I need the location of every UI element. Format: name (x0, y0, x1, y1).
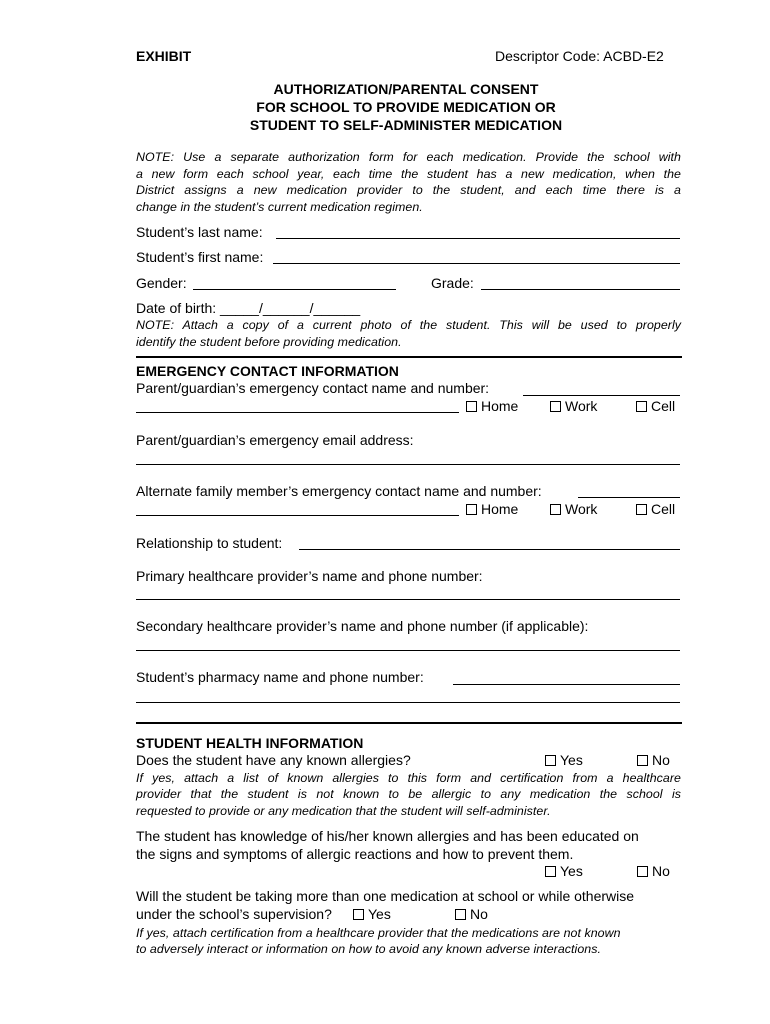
work-label: Work (565, 501, 598, 517)
pharmacy-field[interactable] (453, 684, 680, 685)
multi-med-note-line-1: If yes, attach certification from a healthcare provider that the medications are not known (136, 925, 621, 940)
relationship-field[interactable] (299, 549, 680, 550)
photo-note-line-1: NOTE: Attach a copy of a current photo of the student. This will be used to properly (136, 318, 681, 332)
form-title-line-3: STUDENT TO SELF-ADMINISTER MEDICATION (249, 117, 563, 133)
alt-contact-field[interactable] (578, 497, 680, 498)
no-label: No (470, 906, 488, 922)
exhibit-label: EXHIBIT (136, 48, 192, 64)
home-label: Home (481, 501, 519, 517)
photo-note-line-2: identify the student before providing medication. (136, 334, 402, 349)
relationship-label: Relationship to student: (136, 535, 283, 551)
alt-home-checkbox[interactable] (466, 501, 518, 517)
alt-contact-field-2[interactable] (136, 515, 459, 516)
form-title-line-2: FOR SCHOOL TO PROVIDE MEDICATION OR (256, 99, 556, 115)
multi-med-line-2: under the school’s supervision? (136, 906, 332, 922)
gender-field[interactable] (193, 289, 396, 290)
parent-work-checkbox[interactable] (550, 398, 597, 414)
allergies-yes-checkbox[interactable] (545, 752, 583, 768)
parent-contact-field[interactable] (523, 395, 680, 396)
multi-med-line-1: Will the student be taking more than one medication at school or while otherwise (136, 888, 635, 904)
grade-field[interactable] (481, 289, 680, 290)
checkbox-icon (545, 866, 556, 877)
home-label: Home (481, 398, 519, 414)
alt-contact-label: Alternate family member’s emergency contact name and number: (136, 483, 542, 499)
dob-field[interactable]: Date of birth: _____/______/______ (136, 300, 361, 316)
no-label: No (652, 863, 670, 879)
checkbox-icon (637, 755, 648, 766)
alt-work-checkbox[interactable] (550, 501, 597, 517)
secondary-provider-label: Secondary healthcare provider’s name and phone number (if applicable): (136, 618, 589, 634)
parent-contact-field-2[interactable] (136, 412, 459, 413)
yes-label: Yes (368, 906, 391, 922)
parent-contact-label: Parent/guardian’s emergency contact name and number: (136, 380, 490, 396)
yes-label: Yes (560, 752, 583, 768)
yes-label: Yes (560, 863, 583, 879)
primary-provider-field[interactable] (136, 599, 680, 600)
checkbox-icon (550, 504, 561, 515)
secondary-provider-field[interactable] (136, 650, 680, 651)
pharmacy-label: Student’s pharmacy name and phone number: (136, 669, 424, 685)
checkbox-icon (545, 755, 556, 766)
checkbox-icon (466, 401, 477, 412)
section-divider (136, 722, 682, 724)
emergency-heading: EMERGENCY CONTACT INFORMATION (136, 363, 399, 379)
allergies-note-line-1: If yes, attach a list of known allergies to this form and certification from a healthcare (136, 770, 681, 785)
checkbox-icon (636, 504, 647, 515)
checkbox-icon (550, 401, 561, 412)
knowledge-line-2: the signs and symptoms of allergic reactions and how to prevent them. (136, 846, 574, 862)
no-label: No (652, 752, 670, 768)
checkbox-icon (353, 909, 364, 920)
work-label: Work (565, 398, 598, 414)
note-line-2: a new form each school year, each time the student has a new medication, when the (136, 166, 681, 181)
last-name-label: Student’s last name: (136, 224, 263, 240)
descriptor-code: Descriptor Code: ACBD-E2 (495, 48, 664, 64)
note-line-1: NOTE: Use a separate authorization form for each medication. Provide the school with (136, 150, 681, 164)
checkbox-icon (637, 866, 648, 877)
multi-med-note-line-2: to adversely interact or information on how to avoid any known adverse interactions. (136, 942, 601, 956)
first-name-label: Student’s first name: (136, 249, 264, 265)
allergies-no-checkbox[interactable] (637, 752, 670, 768)
multi-med-yes-checkbox[interactable] (353, 906, 391, 922)
checkbox-icon (455, 909, 466, 920)
knowledge-line-1: The student has knowledge of his/her known allergies and has been educated on (136, 828, 639, 844)
form-title-line-1: AUTHORIZATION/PARENTAL CONSENT (273, 81, 539, 97)
gender-label: Gender: (136, 275, 187, 291)
knowledge-no-checkbox[interactable] (637, 863, 670, 879)
note-line-3: District assigns a new medication provider to the student, and each time there is a (136, 183, 681, 197)
cell-label: Cell (651, 398, 676, 414)
parent-email-label: Parent/guardian’s emergency email address: (136, 432, 414, 448)
last-name-field[interactable] (276, 238, 680, 239)
knowledge-yes-checkbox[interactable] (545, 863, 583, 879)
allergies-note-line-3: requested to provide or any medication that the student will self-administer. (136, 803, 551, 818)
alt-cell-checkbox[interactable] (636, 501, 675, 517)
parent-home-checkbox[interactable] (466, 398, 518, 414)
checkbox-icon (466, 504, 477, 515)
health-heading: STUDENT HEALTH INFORMATION (136, 735, 364, 751)
allergies-note-line-2: provider that the student is not known to be allergic to any medication the school is (136, 787, 681, 801)
section-divider (136, 356, 682, 358)
pharmacy-field-2[interactable] (136, 702, 680, 703)
first-name-field[interactable] (273, 263, 680, 264)
checkbox-icon (636, 401, 647, 412)
cell-label: Cell (651, 501, 676, 517)
multi-med-no-checkbox[interactable] (455, 906, 488, 922)
parent-cell-checkbox[interactable] (636, 398, 675, 414)
allergies-question: Does the student have any known allergies? (136, 752, 411, 768)
note-line-4: change in the student’s current medication regimen. (136, 199, 423, 214)
grade-label: Grade: (431, 275, 474, 291)
parent-email-field[interactable] (136, 464, 680, 465)
primary-provider-label: Primary healthcare provider’s name and phone number: (136, 568, 483, 584)
